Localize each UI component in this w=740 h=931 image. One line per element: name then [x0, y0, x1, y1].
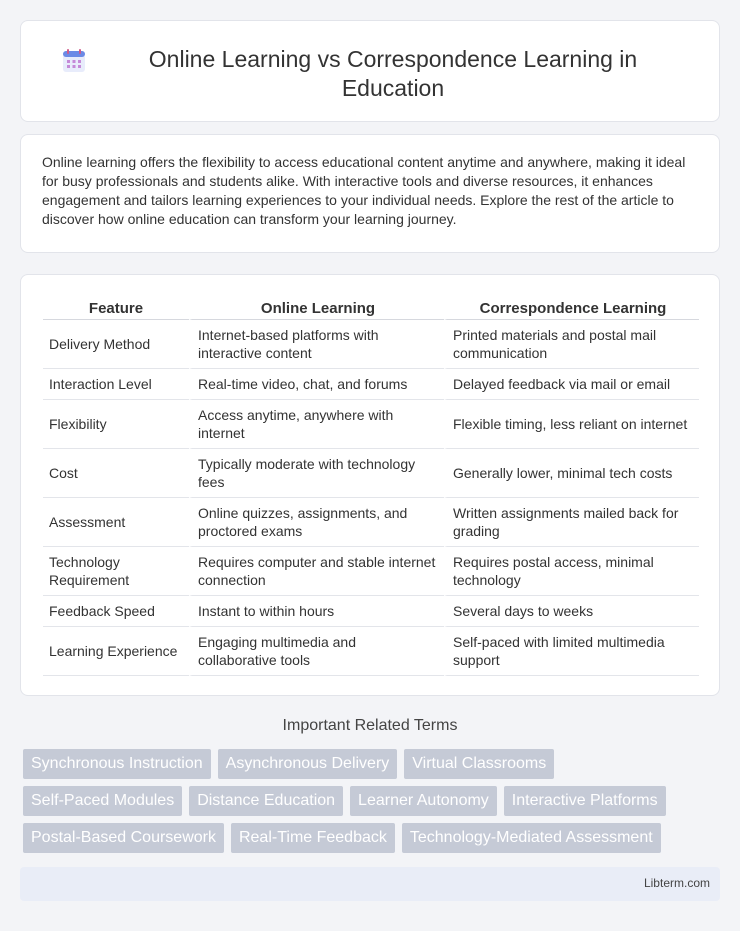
term-tag[interactable]: Virtual Classrooms — [404, 749, 554, 779]
footer-site-link[interactable]: Libterm.com — [643, 876, 710, 890]
intro-paragraph: Online learning offers the flexibility to access educational content anytime and anywhere, making it ideal for busy professionals and students alike. With interactive tools and diverse resources, it enhances engagement and tailors learning experiences to your individual needs. Explore the rest of the article to discover how online education can transform your learning journey. — [42, 154, 686, 227]
correspondence-cell: Requires postal access, minimal technology — [444, 547, 699, 596]
feature-cell: Assessment — [43, 498, 189, 547]
table-row — [43, 547, 699, 596]
header-online-learning: Online Learning — [189, 295, 444, 320]
online-cell: Engaging multimedia and collaborative tools — [189, 627, 444, 676]
intro-card — [20, 134, 720, 253]
term-tag[interactable]: Learner Autonomy — [350, 786, 497, 816]
term-tag[interactable]: Real-Time Feedback — [231, 823, 395, 853]
term-tag[interactable]: Self-Paced Modules — [23, 786, 182, 816]
term-tag[interactable]: Synchronous Instruction — [23, 749, 211, 779]
comparison-table — [43, 295, 699, 676]
table-row — [43, 627, 699, 676]
page-title: Online Learning vs Correspondence Learning in Education — [148, 46, 638, 101]
term-tag[interactable]: Asynchronous Delivery — [218, 749, 398, 779]
feature-cell: Cost — [43, 449, 189, 498]
feature-cell: Feedback Speed — [43, 596, 189, 627]
term-tag[interactable]: Interactive Platforms — [504, 786, 666, 816]
correspondence-cell: Flexible timing, less reliant on internet — [444, 400, 699, 449]
footer-bar — [20, 867, 720, 901]
correspondence-cell: Several days to weeks — [444, 596, 699, 627]
online-cell: Real-time video, chat, and forums — [189, 369, 444, 400]
correspondence-cell: Delayed feedback via mail or email — [444, 369, 699, 400]
table-row — [43, 498, 699, 547]
feature-cell: Flexibility — [43, 400, 189, 449]
correspondence-cell: Self-paced with limited multimedia support — [444, 627, 699, 676]
table-row — [43, 596, 699, 627]
table-row — [43, 400, 699, 449]
comparison-card — [20, 274, 720, 696]
table-header-row — [43, 295, 699, 320]
calendar-icon — [61, 48, 87, 74]
term-tag[interactable]: Postal-Based Coursework — [23, 823, 224, 853]
header-correspondence-learning: Correspondence Learning — [444, 295, 699, 320]
table-row — [43, 449, 699, 498]
correspondence-cell: Printed materials and postal mail communication — [444, 320, 699, 369]
feature-cell: Interaction Level — [43, 369, 189, 400]
header-feature: Feature — [43, 295, 189, 320]
correspondence-cell: Written assignments mailed back for grading — [444, 498, 699, 547]
online-cell: Online quizzes, assignments, and proctored exams — [189, 498, 444, 547]
online-cell: Instant to within hours — [189, 596, 444, 627]
related-terms-heading: Important Related Terms — [282, 717, 458, 734]
online-cell: Internet-based platforms with interactive content — [189, 320, 444, 369]
correspondence-cell: Generally lower, minimal tech costs — [444, 449, 699, 498]
online-cell: Access anytime, anywhere with internet — [189, 400, 444, 449]
feature-cell: Learning Experience — [43, 627, 189, 676]
table-row — [43, 320, 699, 369]
table-row — [43, 369, 699, 400]
title-card — [20, 20, 720, 122]
related-terms-list — [23, 749, 713, 853]
online-cell: Typically moderate with technology fees — [189, 449, 444, 498]
feature-cell: Technology Requirement — [43, 547, 189, 596]
term-tag[interactable]: Distance Education — [189, 786, 343, 816]
feature-cell: Delivery Method — [43, 320, 189, 369]
online-cell: Requires computer and stable internet connection — [189, 547, 444, 596]
term-tag[interactable]: Technology-Mediated Assessment — [402, 823, 661, 853]
